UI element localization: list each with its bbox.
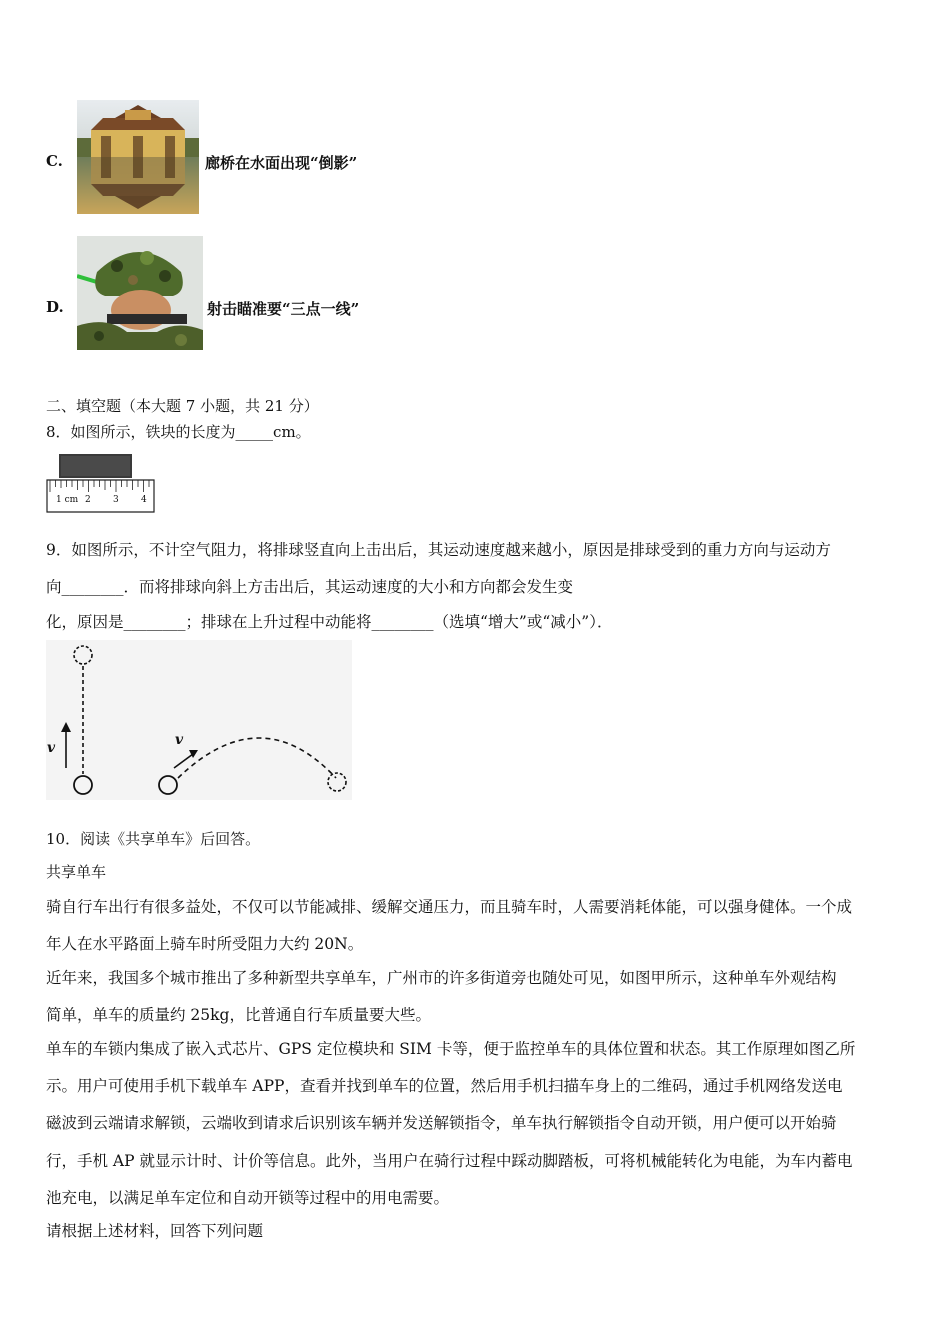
- section-2-header: 二、填空题（本大题 7 小题，共 21 分）: [46, 397, 319, 415]
- option-c-label: C.: [46, 152, 63, 170]
- question-9-line-2: 向________．而将排球向斜上方击出后，其运动速度的大小和方向都会发生变: [46, 578, 574, 596]
- ruler-tick-label: 1 cm: [56, 495, 79, 505]
- paragraph-2-line-1: 近年来，我国多个城市推出了多种新型共享单车，广州市的许多街道旁也随处可见，如图甲所示，这种单车外观结构: [46, 969, 837, 987]
- article-subtitle: 共享单车: [46, 863, 107, 881]
- option-d-text: 射击瞄准要“三点一线”: [207, 300, 360, 318]
- ruler-figure: [46, 452, 158, 516]
- question-9-line-3: 化，原因是________；排球在上升过程中动能将________（选填“增大”或“减小”）．: [46, 613, 613, 631]
- closing-instruction: 请根据上述材料，回答下列问题: [46, 1222, 264, 1240]
- question-10-title: 10．阅读《共享单车》后回答。: [46, 830, 261, 848]
- paragraph-3-line-1: 单车的车锁内集成了嵌入式芯片、GPS 定位模块和 SIM 卡等，便于监控单车的具体位置和状态。其工作原理如图乙所: [46, 1040, 856, 1058]
- question-9-line-1: 9．如图所示，不计空气阻力，将排球竖直向上击出后，其运动速度越来越小，原因是排球受到的重力方向与运动方: [46, 541, 831, 559]
- question-8: 8．如图所示，铁块的长度为_____cm。: [46, 423, 311, 441]
- ruler-tick-label: 4: [141, 495, 147, 505]
- ruler-tick-label: 2: [85, 495, 91, 505]
- ruler-tick-label: 3: [113, 495, 119, 505]
- volleyball-trajectory-figure: [46, 640, 352, 800]
- paragraph-1-line-1: 骑自行车出行有很多益处，不仅可以节能减排、缓解交通压力，而且骑车时，人需要消耗体能，可以强身健体。一个成: [46, 898, 853, 916]
- option-d-label: D.: [46, 298, 64, 316]
- option-c-text: 廊桥在水面出现“倒影”: [205, 154, 358, 172]
- paragraph-3-line-2: 示。用户可使用手机下载单车 APP，查看并找到单车的位置，然后用手机扫描车身上的二维码，通过手机网络发送电: [46, 1077, 843, 1095]
- soldier-aiming-photo: [77, 236, 203, 350]
- paragraph-1-line-2: 年人在水平路面上骑车时所受阻力大约 20N。: [46, 935, 364, 953]
- paragraph-2-line-2: 简单，单车的质量约 25kg，比普通自行车质量要大些。: [46, 1006, 431, 1024]
- paragraph-3-line-3: 磁波到云端请求解锁，云端收到请求后识别该车辆并发送解锁指令，单车执行解锁指令自动开锁，用户便可以开始骑: [46, 1114, 837, 1132]
- velocity-label-vertical: v: [47, 740, 56, 756]
- velocity-label-oblique: v: [175, 732, 184, 748]
- paragraph-3-line-5: 池充电，以满足单车定位和自动开锁等过程中的用电需要。: [46, 1189, 450, 1207]
- paragraph-3-line-4: 行，手机 AP 就显示计时、计价等信息。此外，当用户在骑行过程中踩动脚踏板，可将机械能转化为电能，为车内蓄电: [46, 1152, 853, 1170]
- bridge-reflection-photo: [77, 100, 199, 214]
